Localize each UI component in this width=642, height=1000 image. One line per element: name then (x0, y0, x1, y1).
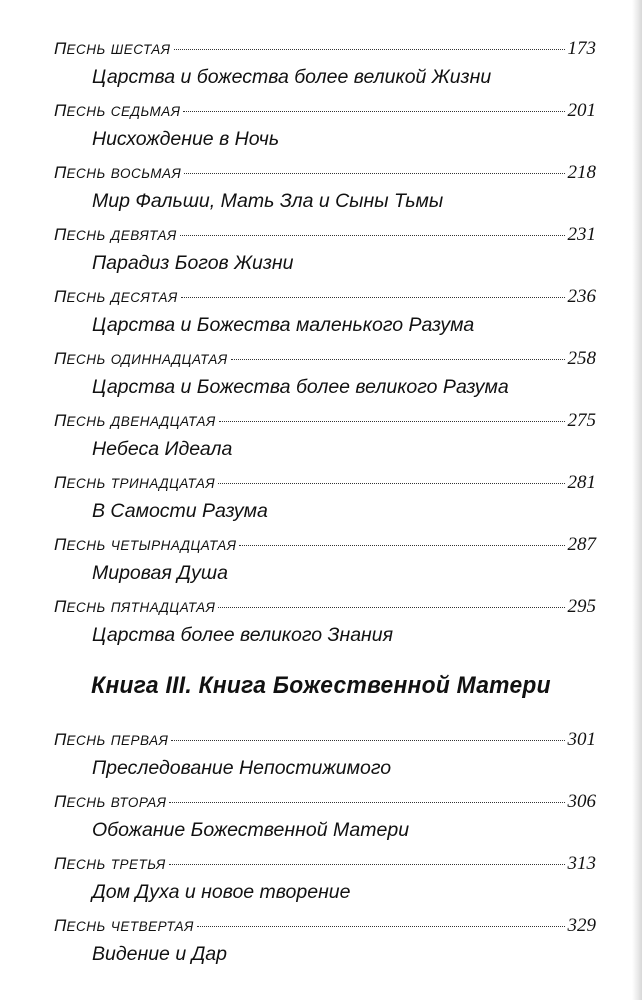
canto-title: Мировая Душа (92, 562, 228, 584)
page-number: 281 (567, 472, 596, 493)
toc-entry-header (54, 911, 596, 940)
toc-entry-header (54, 787, 596, 816)
canto-title: Мир Фальши, Мать Зла и Сыны Тьмы (92, 190, 444, 212)
canto-label: ПЕСНЬ ШЕСТАЯ (54, 39, 171, 58)
page-number: 329 (567, 915, 596, 936)
dot-leader (197, 926, 565, 927)
toc-entry (54, 849, 596, 911)
page-number: 258 (567, 348, 596, 369)
canto-title: Дом Духа и новое творение (92, 881, 351, 903)
toc-entry (54, 282, 596, 344)
canto-label: ПЕСНЬ ВТОРАЯ (54, 792, 167, 811)
toc-entry (54, 530, 596, 592)
canto-title: Преследование Непостижимого (92, 757, 392, 779)
dot-leader (219, 421, 565, 422)
toc-section-book-three (54, 725, 596, 973)
canto-label: ПЕСНЬ ЧЕТВЕРТАЯ (54, 916, 194, 935)
toc-entry-header (54, 34, 596, 63)
canto-label: ПЕСНЬ ОДИННАДЦАТАЯ (54, 349, 228, 368)
dot-leader (218, 483, 564, 484)
dot-leader (218, 607, 564, 608)
page-number: 295 (567, 596, 596, 617)
toc-entry-header (54, 725, 596, 754)
page-number: 173 (567, 38, 596, 59)
toc-section-book-two (54, 34, 596, 654)
canto-title: Видение и Дар (92, 943, 227, 965)
canto-label: ПЕСНЬ ДЕВЯТАЯ (54, 225, 177, 244)
toc-entry (54, 220, 596, 282)
page-number: 313 (567, 853, 596, 874)
toc-entry (54, 34, 596, 96)
toc-entry-header (54, 406, 596, 435)
canto-label: ПЕСНЬ ВОСЬМАЯ (54, 163, 182, 182)
toc-entry-header (54, 96, 596, 125)
dot-leader (174, 49, 565, 50)
page-number: 236 (567, 286, 596, 307)
canto-label: ПЕСНЬ СЕДЬМАЯ (54, 101, 181, 120)
canto-title: Царства и божества более великой Жизни (92, 66, 492, 88)
page-number: 231 (567, 224, 596, 245)
canto-title: Царства более великого Знания (92, 624, 394, 646)
toc-entry-header (54, 530, 596, 559)
canto-title: Обожание Божественной Матери (92, 819, 410, 841)
toc-entry-header (54, 592, 596, 621)
dot-leader (183, 111, 564, 112)
canto-title: Небеса Идеала (92, 438, 233, 460)
canto-label: ПЕСНЬ ТРЕТЬЯ (54, 854, 166, 873)
dot-leader (169, 802, 564, 803)
toc-entry (54, 344, 596, 406)
toc-entry (54, 468, 596, 530)
canto-title: Царства и Божества маленького Разума (92, 314, 475, 336)
page-number: 287 (567, 534, 596, 555)
page-number: 201 (567, 100, 596, 121)
toc-entry-header (54, 220, 596, 249)
page-number: 218 (567, 162, 596, 183)
toc-entry (54, 406, 596, 468)
canto-title: В Самости Разума (92, 500, 268, 522)
page-number: 301 (567, 729, 596, 750)
canto-title: Нисхождение в Ночь (92, 128, 280, 150)
canto-label: ПЕСНЬ ТРИНАДЦАТАЯ (54, 473, 216, 492)
canto-label: ПЕСНЬ ДЕСЯТАЯ (54, 287, 178, 306)
dot-leader (171, 740, 564, 741)
toc-entry (54, 96, 596, 158)
canto-label: ПЕСНЬ ПЕРВАЯ (54, 730, 169, 749)
toc-entry-header (54, 282, 596, 311)
page-edge-shadow (632, 0, 642, 1000)
dot-leader (231, 359, 565, 360)
canto-label: ПЕСНЬ ДВЕНАДЦАТАЯ (54, 411, 216, 430)
canto-title: Парадиз Богов Жизни (92, 252, 294, 274)
dot-leader (184, 173, 564, 174)
toc-entry (54, 911, 596, 973)
canto-label: ПЕСНЬ ЧЕТЫРНАДЦАТАЯ (54, 535, 237, 554)
toc-entry (54, 158, 596, 220)
toc-entry-header (54, 849, 596, 878)
dot-leader (239, 545, 564, 546)
page-number: 306 (567, 791, 596, 812)
book-heading: Книга III. Книга Божественной Матери (91, 672, 551, 699)
dot-leader (169, 864, 565, 865)
dot-leader (181, 297, 565, 298)
canto-title: Царства и Божества более великого Разума (92, 376, 509, 398)
canto-label: ПЕСНЬ ПЯТНАДЦАТАЯ (54, 597, 216, 616)
page-number: 275 (567, 410, 596, 431)
toc-entry-header (54, 344, 596, 373)
toc-entry-header (54, 158, 596, 187)
toc-entry (54, 725, 596, 787)
toc-entry (54, 787, 596, 849)
toc-entry-header (54, 468, 596, 497)
toc-entry (54, 592, 596, 654)
dot-leader (180, 235, 565, 236)
